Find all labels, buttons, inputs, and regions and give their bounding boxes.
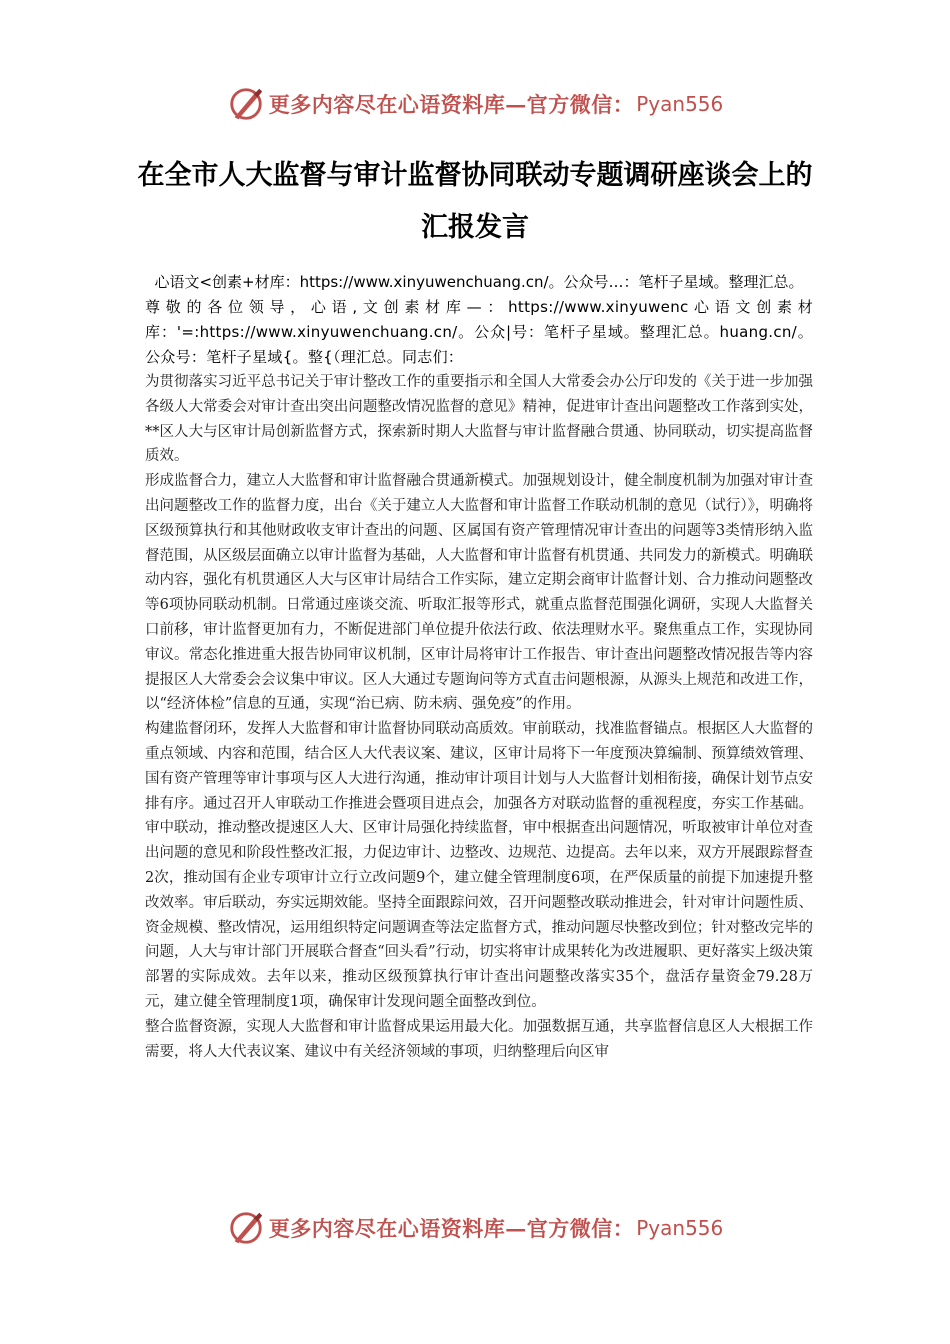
paragraph: 整合监督资源，实现人大监督和审计监督成果运用最大化。加强数据互通，共享监督信息区人大根据工作需要，将人大代表议案、建议中有关经济领域的事项，归纳整理后向区审 [145,1018,813,1060]
document-title: 在全市人大监督与审计监督协同联动专题调研座谈会上的汇报发言 [137,160,813,243]
document-body [145,270,813,1064]
paragraph: 形成监督合力，建立人大监督和审计监督融合贯通新模式。加强规划设计，健全制度机制为加强对审计查出问题整改工作的监督力度，出台《关于建立人大监督和审计监督工作联动机制的意见（试行）》，明确将区级预算执行和其他财政收支审计查出的问题、区属国有资产管理情况审计查出的问题等3类情形纳入监督范围，从区级层面确立以审计监督为基础，人大监督和审计监督有机贯通、共同发力的新模式。明确联动内容，强化有机贯通区人大与区审计局结合工作实际，建立定期会商审计监督计划、合力推动问题整改等6项协同联动机制。日常通过座谈交流、听取汇报等形式，就重点监督范围强化调研，实现人大监督关口前移，审计监督更加有力，不断促进部门单位提升依法行政、依法理财水平。聚焦重点工作，实现协同审议。常态化推进重大报告协同审议机制，区审计局将审计工作报告、审计查出问题整改情况报告等内容提报区人大常委会会议集中审议。区人大通过专题询问等方式直击问题根源，从源头上规范和改进工作，以“经济体检”信息的互通，实现“治已病、防未病、强免疫”的作用。 [145,473,813,713]
source-line: 心语文<创素+材库：https://www.xinyuwenchuang.cn/。公众号…：笔杆子星域。整理汇总。 [154,273,804,291]
greeting-line: 尊敬的各位领导，心语,文创素材库—：https://www.xinyuwenc心语文创素材库：'=:https://www.xinyuwenchuang.cn/。公众|号：笔杆子星域。整理汇总。huang.cn/。公众号：笔杆子星域{。整{（理汇总。同志们： [145,298,813,366]
banner-text: 更多内容尽在心语资料库—官方微信： [268,92,635,117]
footer-banner [0,1208,950,1248]
paragraph: 构建监督闭环，发挥人大监督和审计监督协同联动高质效。审前联动，找准监督锚点。根据区人大监督的重点领域、内容和范围，结合区人大代表议案、建议，区审计局将下一年度预决算编制、预算绩效管理、国有资产管理等审计事项与区人大进行沟通，推动审计项目计划与人大监督计划相衔接，确保计划节点安排有序。通过召开人审联动工作推进会暨项目进点会，加强各方对联动监督的重视程度，夯实工作基础。审中联动，推动整改提速区人大、区审计局强化持续监督，审中根据查出问题情况，听取被审计单位对查出问题的意见和阶段性整改汇报，力促边审计、边整改、边规范、边提高。去年以来，双方开展跟踪督查2次，推动国有企业专项审计立行立改问题9个，建立健全管理制度6项，在严保质量的前提下加速提升整改效率。审后联动，夯实远期效能。坚持全面跟踪问效，召开问题整改联动推进会，针对审计问题性质、资金规模、整改情况，运用组织特定问题调查等法定监督方式，推动问题尽快整改到位；针对整改完毕的问题，人大与审计部门开展联合督查“回头看”行动，切实将审计成果转化为改进履职、更好落实上级决策部署的实际成效。去年以来，推动区级预算执行审计查出问题整改落实35个，盘活存量资金79.28万元，建立健全管理制度1项，确保审计发现问题全面整改到位。 [145,721,813,1010]
banner-wechat-id: Pyan556 [636,92,724,116]
paragraph: 为贯彻落实习近平总书记关于审计整改工作的重要指示和全国人大常委会办公厅印发的《关于进一步加强各级人大常委会对审计查出突出问题整改情况监督的意见》精神，促进审计查出问题整改工作落到实处，**区人大与区审计局创新监督方式，探索新时期人大监督与审计监督融合贯通、协同联动，切实提高监督质效。 [145,374,813,465]
header-banner [0,84,950,124]
banner-text: 更多内容尽在心语资料库—官方微信： [268,1216,635,1241]
pen-logo-icon [227,1209,265,1247]
pen-logo-icon [227,85,265,123]
banner-wechat-id: Pyan556 [636,1216,724,1240]
